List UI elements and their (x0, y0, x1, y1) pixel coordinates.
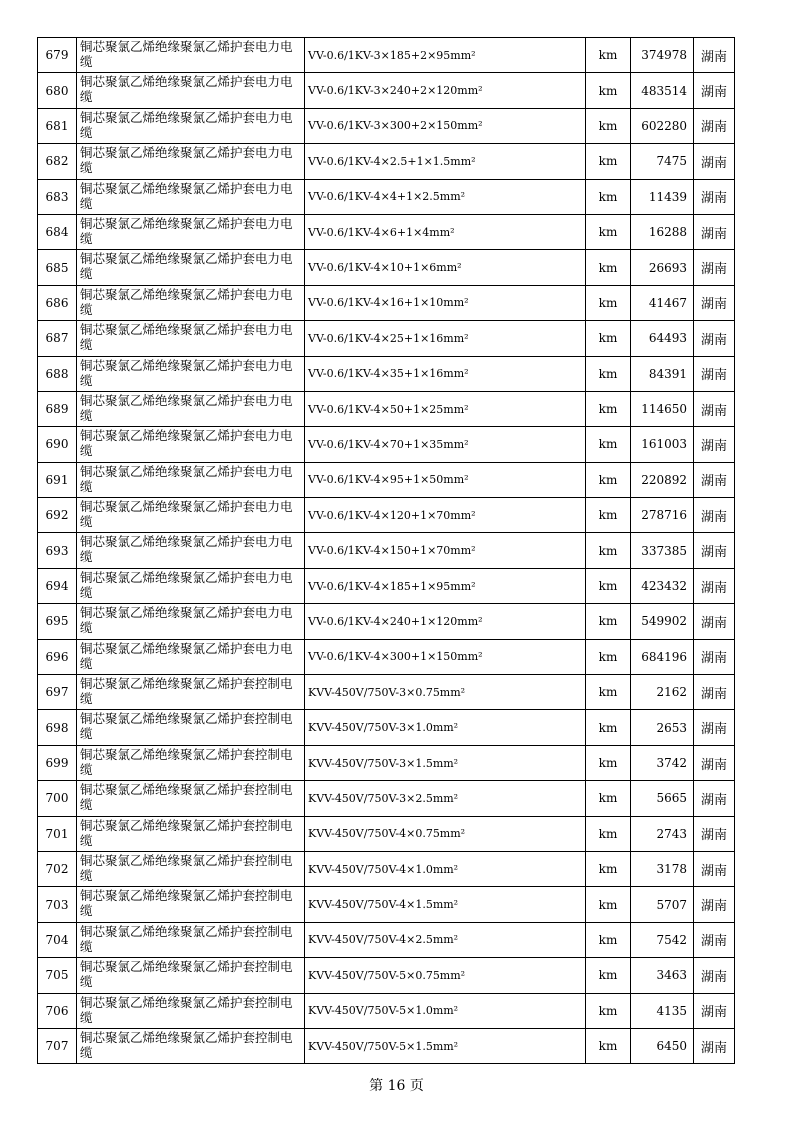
unit-cell: km (586, 993, 631, 1028)
row-number-cell: 682 (38, 144, 77, 179)
price-table-body (38, 38, 735, 1064)
product-spec-cell: VV-0.6/1KV-4×6+1×4mm² (305, 214, 586, 249)
page-number: 第 16 页 (369, 1078, 424, 1094)
table-row (38, 179, 735, 214)
region-cell: 湖南 (694, 214, 735, 249)
unit-cell: km (586, 568, 631, 603)
region-cell: 湖南 (694, 427, 735, 462)
product-spec-cell: VV-0.6/1KV-3×300+2×150mm² (305, 108, 586, 143)
price-cell: 549902 (631, 604, 694, 639)
unit-cell: km (586, 745, 631, 780)
unit-cell: km (586, 427, 631, 462)
price-cell: 684196 (631, 639, 694, 674)
unit-cell: km (586, 498, 631, 533)
region-cell: 湖南 (694, 745, 735, 780)
product-name-cell: 铜芯聚氯乙烯绝缘聚氯乙烯护套电力电缆 (77, 498, 305, 533)
product-name-cell: 铜芯聚氯乙烯绝缘聚氯乙烯护套控制电缆 (77, 675, 305, 710)
product-spec-cell: KVV-450V/750V-3×0.75mm² (305, 675, 586, 710)
product-spec-cell: VV-0.6/1KV-4×70+1×35mm² (305, 427, 586, 462)
product-name-cell: 铜芯聚氯乙烯绝缘聚氯乙烯护套控制电缆 (77, 922, 305, 957)
product-spec-cell: KVV-450V/750V-4×1.5mm² (305, 887, 586, 922)
row-number-cell: 696 (38, 639, 77, 674)
price-cell: 278716 (631, 498, 694, 533)
region-cell: 湖南 (694, 675, 735, 710)
table-row (38, 887, 735, 922)
region-cell: 湖南 (694, 851, 735, 886)
row-number-cell: 687 (38, 321, 77, 356)
product-spec-cell: VV-0.6/1KV-3×185+2×95mm² (305, 38, 586, 73)
table-row (38, 639, 735, 674)
row-number-cell: 694 (38, 568, 77, 603)
region-cell: 湖南 (694, 1028, 735, 1063)
row-number-cell: 691 (38, 462, 77, 497)
unit-cell: km (586, 675, 631, 710)
product-name-cell: 铜芯聚氯乙烯绝缘聚氯乙烯护套电力电缆 (77, 568, 305, 603)
unit-cell: km (586, 179, 631, 214)
region-cell: 湖南 (694, 321, 735, 356)
product-name-cell: 铜芯聚氯乙烯绝缘聚氯乙烯护套控制电缆 (77, 745, 305, 780)
product-name-cell: 铜芯聚氯乙烯绝缘聚氯乙烯护套控制电缆 (77, 781, 305, 816)
table-row (38, 427, 735, 462)
region-cell: 湖南 (694, 179, 735, 214)
product-spec-cell: VV-0.6/1KV-4×16+1×10mm² (305, 285, 586, 320)
price-cell: 64493 (631, 321, 694, 356)
product-name-cell: 铜芯聚氯乙烯绝缘聚氯乙烯护套电力电缆 (77, 321, 305, 356)
unit-cell: km (586, 639, 631, 674)
product-name-cell: 铜芯聚氯乙烯绝缘聚氯乙烯护套控制电缆 (77, 816, 305, 851)
product-spec-cell: VV-0.6/1KV-4×35+1×16mm² (305, 356, 586, 391)
product-spec-cell: VV-0.6/1KV-4×120+1×70mm² (305, 498, 586, 533)
unit-cell: km (586, 38, 631, 73)
unit-cell: km (586, 887, 631, 922)
unit-cell: km (586, 462, 631, 497)
product-name-cell: 铜芯聚氯乙烯绝缘聚氯乙烯护套电力电缆 (77, 73, 305, 108)
row-number-cell: 692 (38, 498, 77, 533)
row-number-cell: 707 (38, 1028, 77, 1063)
unit-cell: km (586, 816, 631, 851)
row-number-cell: 684 (38, 214, 77, 249)
table-row (38, 851, 735, 886)
region-cell: 湖南 (694, 958, 735, 993)
table-row (38, 144, 735, 179)
price-cell: 84391 (631, 356, 694, 391)
row-number-cell: 680 (38, 73, 77, 108)
product-spec-cell: VV-0.6/1KV-4×95+1×50mm² (305, 462, 586, 497)
row-number-cell: 698 (38, 710, 77, 745)
product-spec-cell: KVV-450V/750V-3×2.5mm² (305, 781, 586, 816)
region-cell: 湖南 (694, 391, 735, 426)
product-name-cell: 铜芯聚氯乙烯绝缘聚氯乙烯护套电力电缆 (77, 285, 305, 320)
product-spec-cell: KVV-450V/750V-5×0.75mm² (305, 958, 586, 993)
product-name-cell: 铜芯聚氯乙烯绝缘聚氯乙烯护套控制电缆 (77, 710, 305, 745)
row-number-cell: 685 (38, 250, 77, 285)
unit-cell: km (586, 285, 631, 320)
region-cell: 湖南 (694, 108, 735, 143)
table-row (38, 321, 735, 356)
product-name-cell: 铜芯聚氯乙烯绝缘聚氯乙烯护套电力电缆 (77, 604, 305, 639)
table-row (38, 498, 735, 533)
price-cell: 26693 (631, 250, 694, 285)
price-cell: 5707 (631, 887, 694, 922)
unit-cell: km (586, 356, 631, 391)
product-name-cell: 铜芯聚氯乙烯绝缘聚氯乙烯护套电力电缆 (77, 250, 305, 285)
product-name-cell: 铜芯聚氯乙烯绝缘聚氯乙烯护套控制电缆 (77, 851, 305, 886)
price-cell: 7475 (631, 144, 694, 179)
table-row (38, 214, 735, 249)
row-number-cell: 697 (38, 675, 77, 710)
price-cell: 3178 (631, 851, 694, 886)
row-number-cell: 686 (38, 285, 77, 320)
region-cell: 湖南 (694, 498, 735, 533)
table-row (38, 993, 735, 1028)
price-cell: 3742 (631, 745, 694, 780)
product-spec-cell: VV-0.6/1KV-4×25+1×16mm² (305, 321, 586, 356)
product-spec-cell: KVV-450V/750V-4×1.0mm² (305, 851, 586, 886)
price-cell: 337385 (631, 533, 694, 568)
product-spec-cell: VV-0.6/1KV-4×185+1×95mm² (305, 568, 586, 603)
price-cell: 2162 (631, 675, 694, 710)
product-name-cell: 铜芯聚氯乙烯绝缘聚氯乙烯护套电力电缆 (77, 391, 305, 426)
price-cell: 3463 (631, 958, 694, 993)
region-cell: 湖南 (694, 639, 735, 674)
table-row (38, 922, 735, 957)
unit-cell: km (586, 144, 631, 179)
region-cell: 湖南 (694, 568, 735, 603)
product-spec-cell: VV-0.6/1KV-4×300+1×150mm² (305, 639, 586, 674)
product-name-cell: 铜芯聚氯乙烯绝缘聚氯乙烯护套电力电缆 (77, 108, 305, 143)
price-cell: 483514 (631, 73, 694, 108)
unit-cell: km (586, 710, 631, 745)
unit-cell: km (586, 108, 631, 143)
table-row (38, 781, 735, 816)
price-cell: 220892 (631, 462, 694, 497)
unit-cell: km (586, 851, 631, 886)
product-name-cell: 铜芯聚氯乙烯绝缘聚氯乙烯护套控制电缆 (77, 958, 305, 993)
table-row (38, 462, 735, 497)
row-number-cell: 704 (38, 922, 77, 957)
region-cell: 湖南 (694, 922, 735, 957)
product-spec-cell: VV-0.6/1KV-4×240+1×120mm² (305, 604, 586, 639)
row-number-cell: 688 (38, 356, 77, 391)
price-cell: 161003 (631, 427, 694, 462)
region-cell: 湖南 (694, 285, 735, 320)
price-cell: 374978 (631, 38, 694, 73)
table-row (38, 356, 735, 391)
product-name-cell: 铜芯聚氯乙烯绝缘聚氯乙烯护套电力电缆 (77, 38, 305, 73)
region-cell: 湖南 (694, 356, 735, 391)
unit-cell: km (586, 321, 631, 356)
product-name-cell: 铜芯聚氯乙烯绝缘聚氯乙烯护套电力电缆 (77, 214, 305, 249)
region-cell: 湖南 (694, 993, 735, 1028)
unit-cell: km (586, 922, 631, 957)
region-cell: 湖南 (694, 462, 735, 497)
product-name-cell: 铜芯聚氯乙烯绝缘聚氯乙烯护套电力电缆 (77, 144, 305, 179)
table-row (38, 391, 735, 426)
price-cell: 6450 (631, 1028, 694, 1063)
price-table (37, 37, 735, 1064)
region-cell: 湖南 (694, 250, 735, 285)
product-spec-cell: VV-0.6/1KV-3×240+2×120mm² (305, 73, 586, 108)
row-number-cell: 706 (38, 993, 77, 1028)
product-name-cell: 铜芯聚氯乙烯绝缘聚氯乙烯护套电力电缆 (77, 179, 305, 214)
product-spec-cell: KVV-450V/750V-4×2.5mm² (305, 922, 586, 957)
table-row (38, 38, 735, 73)
row-number-cell: 679 (38, 38, 77, 73)
region-cell: 湖南 (694, 710, 735, 745)
product-name-cell: 铜芯聚氯乙烯绝缘聚氯乙烯护套电力电缆 (77, 427, 305, 462)
region-cell: 湖南 (694, 73, 735, 108)
product-name-cell: 铜芯聚氯乙烯绝缘聚氯乙烯护套控制电缆 (77, 887, 305, 922)
price-cell: 4135 (631, 993, 694, 1028)
region-cell: 湖南 (694, 38, 735, 73)
region-cell: 湖南 (694, 887, 735, 922)
row-number-cell: 702 (38, 851, 77, 886)
product-spec-cell: KVV-450V/750V-5×1.5mm² (305, 1028, 586, 1063)
price-cell: 16288 (631, 214, 694, 249)
unit-cell: km (586, 214, 631, 249)
table-row (38, 958, 735, 993)
price-cell: 7542 (631, 922, 694, 957)
product-spec-cell: VV-0.6/1KV-4×150+1×70mm² (305, 533, 586, 568)
table-row (38, 604, 735, 639)
row-number-cell: 701 (38, 816, 77, 851)
price-cell: 41467 (631, 285, 694, 320)
unit-cell: km (586, 1028, 631, 1063)
price-cell: 2743 (631, 816, 694, 851)
table-row (38, 108, 735, 143)
table-row (38, 675, 735, 710)
region-cell: 湖南 (694, 144, 735, 179)
row-number-cell: 690 (38, 427, 77, 462)
region-cell: 湖南 (694, 816, 735, 851)
table-row (38, 816, 735, 851)
price-cell: 602280 (631, 108, 694, 143)
product-name-cell: 铜芯聚氯乙烯绝缘聚氯乙烯护套控制电缆 (77, 993, 305, 1028)
product-name-cell: 铜芯聚氯乙烯绝缘聚氯乙烯护套控制电缆 (77, 1028, 305, 1063)
region-cell: 湖南 (694, 533, 735, 568)
product-spec-cell: VV-0.6/1KV-4×4+1×2.5mm² (305, 179, 586, 214)
row-number-cell: 681 (38, 108, 77, 143)
table-row (38, 710, 735, 745)
row-number-cell: 700 (38, 781, 77, 816)
price-cell: 423432 (631, 568, 694, 603)
unit-cell: km (586, 391, 631, 426)
row-number-cell: 699 (38, 745, 77, 780)
table-row (38, 285, 735, 320)
product-name-cell: 铜芯聚氯乙烯绝缘聚氯乙烯护套电力电缆 (77, 533, 305, 568)
row-number-cell: 693 (38, 533, 77, 568)
table-row (38, 568, 735, 603)
price-cell: 5665 (631, 781, 694, 816)
product-spec-cell: KVV-450V/750V-3×1.0mm² (305, 710, 586, 745)
unit-cell: km (586, 250, 631, 285)
unit-cell: km (586, 604, 631, 639)
row-number-cell: 703 (38, 887, 77, 922)
product-name-cell: 铜芯聚氯乙烯绝缘聚氯乙烯护套电力电缆 (77, 462, 305, 497)
product-spec-cell: KVV-450V/750V-3×1.5mm² (305, 745, 586, 780)
row-number-cell: 705 (38, 958, 77, 993)
price-cell: 114650 (631, 391, 694, 426)
region-cell: 湖南 (694, 781, 735, 816)
row-number-cell: 689 (38, 391, 77, 426)
product-name-cell: 铜芯聚氯乙烯绝缘聚氯乙烯护套电力电缆 (77, 356, 305, 391)
price-cell: 2653 (631, 710, 694, 745)
region-cell: 湖南 (694, 604, 735, 639)
product-spec-cell: VV-0.6/1KV-4×2.5+1×1.5mm² (305, 144, 586, 179)
table-row (38, 250, 735, 285)
product-spec-cell: VV-0.6/1KV-4×50+1×25mm² (305, 391, 586, 426)
table-row (38, 533, 735, 568)
row-number-cell: 695 (38, 604, 77, 639)
product-name-cell: 铜芯聚氯乙烯绝缘聚氯乙烯护套电力电缆 (77, 639, 305, 674)
unit-cell: km (586, 533, 631, 568)
table-row (38, 73, 735, 108)
unit-cell: km (586, 958, 631, 993)
table-row (38, 745, 735, 780)
product-spec-cell: KVV-450V/750V-4×0.75mm² (305, 816, 586, 851)
price-cell: 11439 (631, 179, 694, 214)
table-row (38, 1028, 735, 1063)
unit-cell: km (586, 73, 631, 108)
unit-cell: km (586, 781, 631, 816)
product-spec-cell: VV-0.6/1KV-4×10+1×6mm² (305, 250, 586, 285)
product-spec-cell: KVV-450V/750V-5×1.0mm² (305, 993, 586, 1028)
row-number-cell: 683 (38, 179, 77, 214)
